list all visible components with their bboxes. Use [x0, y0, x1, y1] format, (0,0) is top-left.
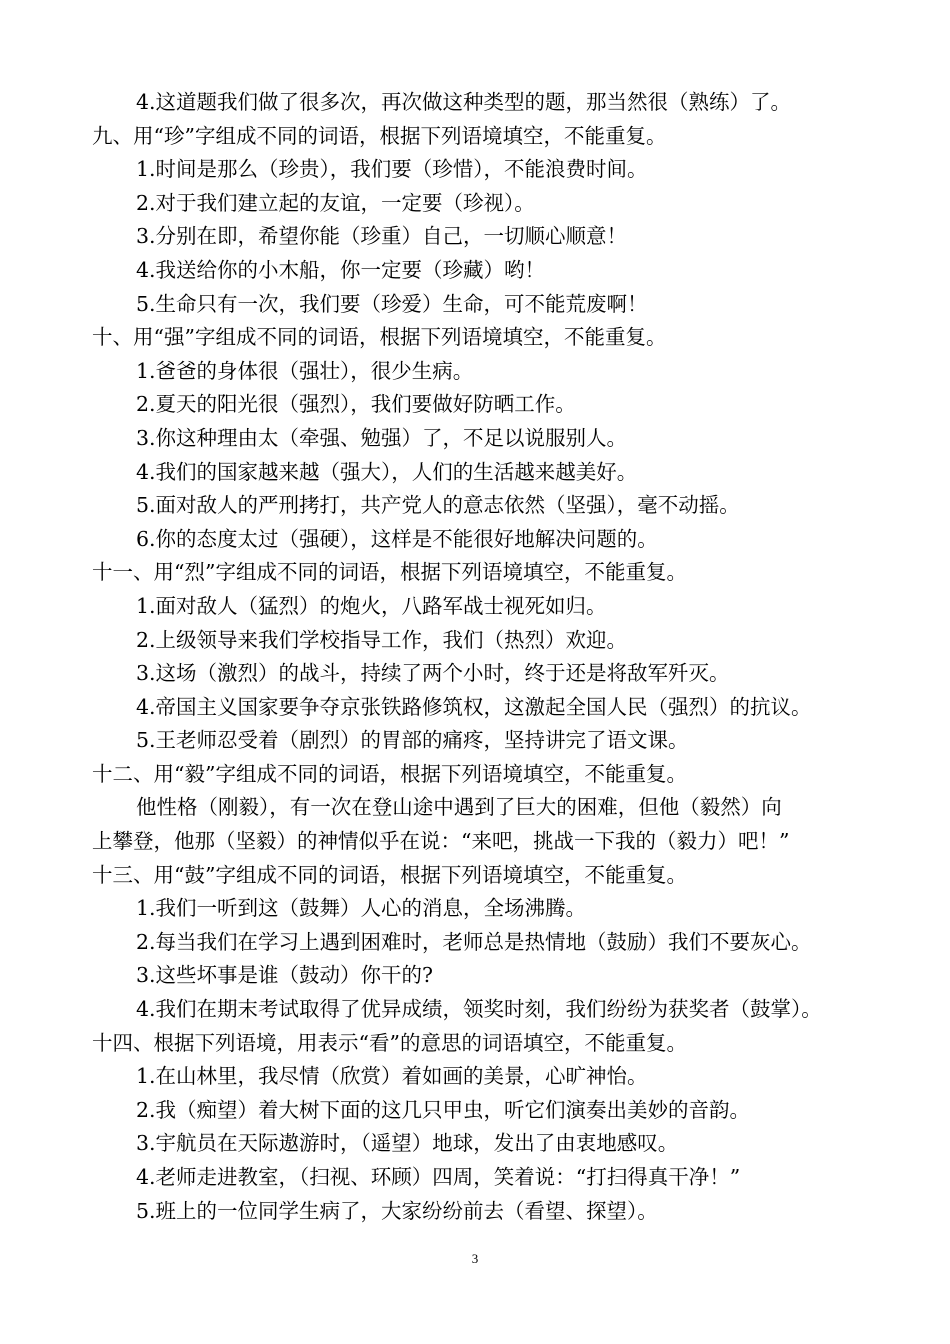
section-heading: 十三、用“鼓”字组成不同的词语，根据下列语境填空，不能重复。: [92, 862, 687, 887]
section-heading: 十二、用“毅”字组成不同的词语，根据下列语境填空，不能重复。: [92, 761, 687, 786]
list-item: 1.在山林里，我尽情（欣赏）着如画的美景，心旷神怡。: [136, 1064, 648, 1089]
list-item: 4.老师走进教室，（扫视、环顾）四周，笑着说：“打扫得真干净！”: [136, 1165, 741, 1189]
list-item: 4.我们在期末考试取得了优异成绩，领奖时刻，我们纷纷为获奖者（鼓掌）。: [136, 997, 822, 1022]
list-item: 1.面对敌人（猛烈）的炮火，八路军战士视死如归。: [136, 593, 607, 618]
paragraph-line: 上攀登，他那（坚毅）的神情似乎在说：“来吧，挑战一下我的（毅力）吧！”: [92, 829, 790, 854]
page-body: [92, 86, 872, 1228]
list-item: 3.这场（激烈）的战斗，持续了两个小时，终于还是将敌军歼灭。: [136, 661, 730, 686]
list-item: 4.我们的国家越来越（强大），人们的生活越来越美好。: [136, 459, 638, 484]
list-item: 5.班上的一位同学生病了，大家纷纷前去（看望、探望）。: [136, 1198, 658, 1223]
section-heading: 九、用“珍”字组成不同的词语，根据下列语境填空，不能重复。: [92, 123, 667, 148]
list-item: 3.你这种理由太（牵强、勉强）了，不足以说服别人。: [136, 425, 628, 450]
list-item: 1.时间是那么（珍贵），我们要（珍惜），不能浪费时间。: [136, 157, 648, 182]
list-item: 3.分别在即，希望你能（珍重）自己，一切顺心顺意！: [136, 224, 628, 249]
list-item: 6.你的态度太过（强硬），这样是不能很好地解决问题的。: [136, 526, 658, 551]
list-item: 4.这道题我们做了很多次，再次做这种类型的题，那当然很（熟练）了。: [136, 90, 792, 114]
section-heading: 十四、根据下列语境，用表示“看”的意思的词语填空，不能重复。: [92, 1030, 687, 1055]
list-item: 2.夏天的阳光很（强烈），我们要做好防晒工作。: [136, 392, 576, 417]
section-heading: 十一、用“烈”字组成不同的词语，根据下列语境填空，不能重复。: [92, 560, 687, 585]
page-number: 3: [471, 1251, 479, 1266]
list-item: 3.这些坏事是谁（鼓动）你干的?: [136, 963, 434, 988]
list-item: 2.上级领导来我们学校指导工作，我们（热烈）欢迎。: [136, 627, 628, 652]
list-item: 4.帝国主义国家要争夺京张铁路修筑权，这激起全国人民（强烈）的抗议。: [136, 694, 812, 719]
list-item: 1.我们一听到这（鼓舞）人心的消息，全场沸腾。: [136, 896, 587, 921]
list-item: 3.宇航员在天际遨游时，（遥望）地球，发出了由衷地感叹。: [136, 1131, 679, 1156]
list-item: 2.对于我们建立起的友谊，一定要（珍视）。: [136, 190, 535, 215]
list-item: 2.我（痴望）着大树下面的这几只甲虫，听它们演奏出美妙的音韵。: [136, 1097, 751, 1122]
list-item: 2.每当我们在学习上遇到困难时，老师总是热情地（鼓励）我们不要灰心。: [136, 929, 812, 954]
list-item: 1.爸爸的身体很（强壮），很少生病。: [136, 358, 474, 383]
section-heading: 十、用“强”字组成不同的词语，根据下列语境填空，不能重复。: [92, 325, 667, 350]
list-item: 5.生命只有一次，我们要（珍爱）生命，可不能荒废啊！: [136, 291, 648, 316]
list-item: 5.面对敌人的严刑拷打，共产党人的意志依然（坚强），毫不动摇。: [136, 493, 740, 518]
list-item: 4.我送给你的小木船，你一定要（珍藏）哟！: [136, 257, 546, 282]
list-item: 5.王老师忍受着（剧烈）的胃部的痛疼，坚持讲完了语文课。: [136, 728, 689, 753]
paragraph-line: 他性格（刚毅），有一次在登山途中遇到了巨大的困难，但他（毅然）向: [136, 795, 782, 820]
